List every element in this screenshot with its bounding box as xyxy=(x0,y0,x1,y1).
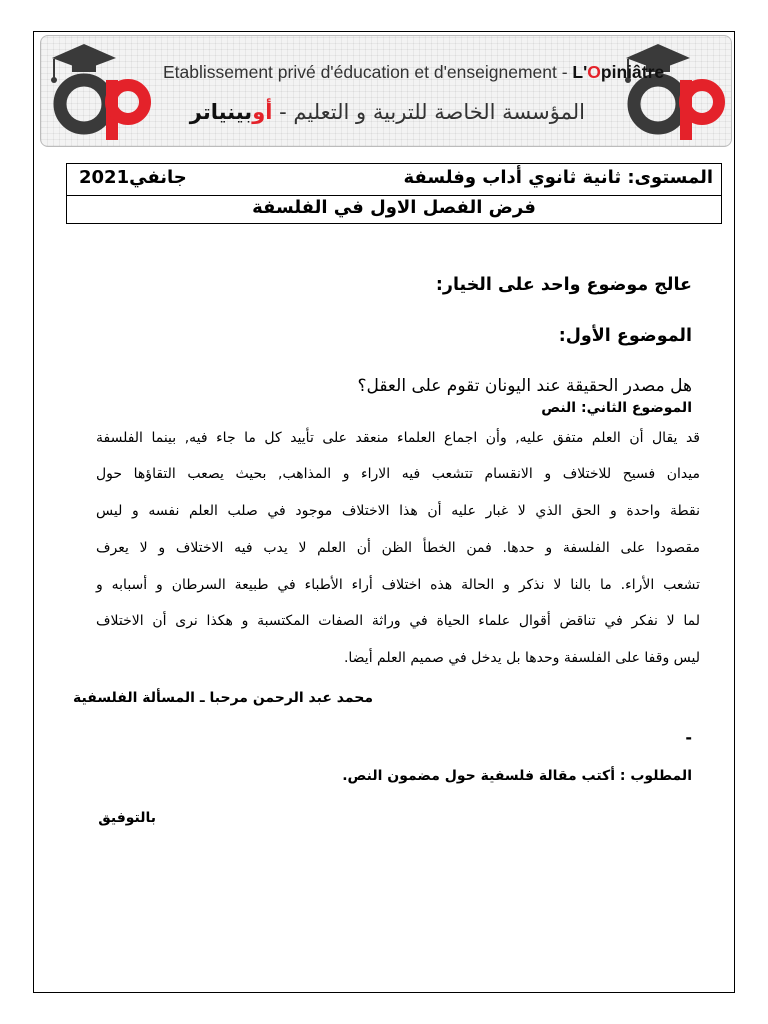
school-name-french xyxy=(163,62,665,83)
text-line: تشعب الأراء. ما بالنا لا نذكر و الحالة هذه اختلاف أراء الأطباء في طبيعة السرطان و أسبابه و xyxy=(96,577,700,593)
text-line: ليس وقفا على الفلسفة وحدها بل يدخل في صميم العلم أيضا. xyxy=(343,650,700,666)
text-line: قد يقال أن العلم متفق عليه, وأن اجماع العلماء منعقد على تأييد كل ما جاء فيه, بينما الفلسفة xyxy=(96,430,700,446)
logo-o-shape xyxy=(60,80,108,128)
text-line: لما لا نفكر في تناقض أقوال علماء الحياة في وراثة الصفات المكتسبة و هكذا نرى أن الاختلاف xyxy=(96,613,700,629)
task-statement: المطلوب : أكتب مقالة فلسفية حول مضمون النص. xyxy=(342,768,692,784)
logo-p-shape xyxy=(111,85,145,119)
text-line: ميدان فسيح للاختلاف و الانقسام تتشعب فيه الاراء و المذاهب, بحيث يصعب التقاؤها حول xyxy=(96,466,700,482)
school-logo-left xyxy=(44,38,154,143)
text-source: محمد عبد الرحمن مرحبا ـ المسألة الفلسفية xyxy=(73,690,373,706)
level-label: المستوى: ثانية ثانوي أداب وفلسفة xyxy=(403,167,713,188)
brand-name-ar: أوبينياتر xyxy=(189,100,273,124)
subject1-heading: الموضوع الأول: xyxy=(558,326,692,346)
school-prefix-fr: Etablissement privé d'éducation et d'enseignement - xyxy=(163,62,573,82)
exam-info-table xyxy=(66,163,722,224)
text-line: مقصودا على الفلسفة و حدها. فمن الخطأ الظن أن العلم لا يدب فيه الاختلاف و لا يعرف xyxy=(96,540,700,556)
school-prefix-ar: المؤسسة الخاصة للتربية و التعليم - xyxy=(272,100,585,124)
separator-dash: - xyxy=(685,728,692,747)
info-row xyxy=(67,164,721,196)
exam-date: جانفي2021 xyxy=(79,167,187,188)
logo-o-shape xyxy=(634,80,682,128)
subject1-question: هل مصدر الحقيقة عند اليونان تقوم على العقل؟ xyxy=(357,376,692,396)
text-line: نقطة واحدة و الحق الذي لا غبار عليه أن هذا الاختلاف موجود في صلب العلم نفسه و ليس xyxy=(96,503,700,519)
logo-p-shape xyxy=(685,85,719,119)
closing-wish: بالتوفيق xyxy=(98,810,156,826)
school-name-arabic xyxy=(189,100,585,124)
brand-name-fr: L'Opiniâtre xyxy=(572,62,665,82)
subject2-heading: الموضوع الثاني: النص xyxy=(541,400,692,416)
school-logo-right xyxy=(618,38,728,143)
instruction: عالج موضوع واحد على الخيار: xyxy=(435,275,692,295)
exam-title: فرض الفصل الاول في الفلسفة xyxy=(252,197,536,218)
